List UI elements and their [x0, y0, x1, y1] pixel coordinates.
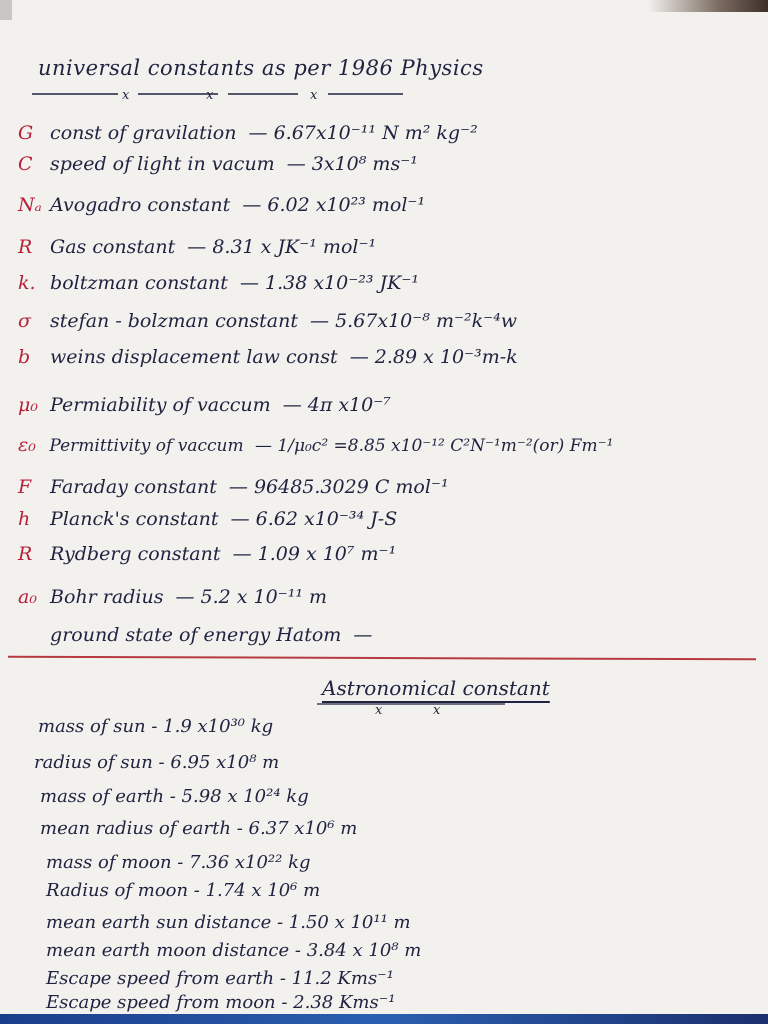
constant-name: speed of light in vacum	[50, 153, 275, 175]
constant-value: — 96485.3029 C mol⁻¹	[228, 476, 449, 498]
constant-name: Avogadro constant	[50, 194, 231, 216]
constant-value: — 6.62 x10⁻³⁴ J-S	[230, 508, 398, 530]
constant-row	[18, 122, 478, 144]
constant-row	[18, 394, 391, 416]
title-underline-decoration	[28, 84, 408, 104]
constant-symbol: G	[18, 122, 34, 144]
constant-symbol: F	[18, 476, 32, 498]
constant-symbol: Nₐ	[18, 194, 42, 216]
page-title: universal constants as per 1986 Physics	[38, 56, 484, 80]
constant-symbol: ε₀	[18, 434, 36, 456]
section-title-decoration	[315, 698, 515, 718]
constant-row	[18, 624, 372, 646]
constant-row	[18, 346, 518, 368]
constant-value: — 3x10⁸ ms⁻¹	[286, 153, 418, 175]
constant-row	[18, 153, 418, 175]
constant-name: weins displacement law const	[50, 346, 338, 368]
photo-edge-left	[0, 0, 12, 20]
constant-value: — 2.89 x 10⁻³m-k	[349, 346, 518, 368]
constant-symbol: σ	[18, 310, 31, 332]
astronomical-section-title: Astronomical constant	[322, 676, 550, 700]
constant-value: — 4π x10⁻⁷	[282, 394, 391, 416]
constant-symbol: C	[18, 153, 33, 175]
constant-row	[18, 543, 396, 565]
constant-value: —	[353, 624, 373, 646]
constant-name: ground state of energy Hatom	[50, 624, 342, 646]
section-divider	[8, 656, 756, 661]
constant-row	[18, 194, 425, 216]
astronomical-item: mean earth sun distance - 1.50 x 10¹¹ m	[46, 912, 411, 933]
astronomical-item: Escape speed from earth - 11.2 Kms⁻¹	[46, 968, 394, 989]
constant-value: — 6.02 x10²³ mol⁻¹	[242, 194, 426, 216]
constant-row	[18, 586, 327, 608]
constant-symbol: k.	[18, 272, 36, 294]
astronomical-item: Escape speed from moon - 2.38 Kms⁻¹	[46, 992, 396, 1013]
constant-value: — 5.67x10⁻⁸ m⁻²k⁻⁴w	[310, 310, 518, 332]
astronomical-item: mass of sun - 1.9 x10³⁰ kg	[38, 716, 274, 737]
constant-value: — 1/μ₀c² =8.85 x10⁻¹² C²N⁻¹m⁻²(or) Fm⁻¹	[255, 436, 614, 456]
constant-row	[18, 310, 517, 332]
constant-symbol: R	[18, 236, 33, 258]
mark-1: x	[122, 88, 130, 103]
astronomical-item: mean earth moon distance - 3.84 x 10⁸ m	[46, 940, 422, 961]
constant-symbol: b	[18, 346, 31, 368]
svg-text:x: x	[433, 703, 441, 718]
constant-row	[18, 236, 376, 258]
constant-name: Rydberg constant	[50, 543, 221, 565]
constant-name: Planck's constant	[50, 508, 219, 530]
astronomical-item: mass of moon - 7.36 x10²² kg	[46, 852, 311, 873]
constant-name: Bohr radius	[50, 586, 164, 608]
mark-3: x	[310, 88, 318, 103]
svg-text:x: x	[375, 703, 383, 718]
constant-name: boltzman constant	[50, 272, 228, 294]
constant-value: — 1.09 x 10⁷ m⁻¹	[232, 543, 397, 565]
constant-symbol: R	[18, 543, 33, 565]
constant-row	[18, 508, 397, 530]
constant-symbol: μ₀	[18, 394, 38, 416]
mark-2: x	[206, 88, 214, 103]
constant-symbol: a₀	[18, 586, 37, 608]
constant-name: stefan - bolzman constant	[50, 310, 298, 332]
constant-value: — 8.31 x JK⁻¹ mol⁻¹	[187, 236, 377, 258]
constant-name: const of gravilation	[50, 122, 237, 144]
constant-name: Permittivity of vaccum	[49, 436, 244, 456]
astronomical-item: Radius of moon - 1.74 x 10⁶ m	[46, 880, 321, 901]
constant-name: Faraday constant	[50, 476, 217, 498]
constant-row	[18, 272, 419, 294]
constant-value: — 1.38 x10⁻²³ JK⁻¹	[239, 272, 419, 294]
constant-row	[18, 476, 449, 498]
constant-row	[18, 434, 613, 456]
constant-symbol: h	[18, 508, 31, 530]
constant-name: Gas constant	[50, 236, 176, 258]
constant-value: — 5.2 x 10⁻¹¹ m	[175, 586, 328, 608]
photo-edge-right	[648, 0, 768, 12]
photo-edge-bottom	[0, 1014, 768, 1024]
astronomical-item: mass of earth - 5.98 x 10²⁴ kg	[40, 786, 309, 807]
astronomical-item: radius of sun - 6.95 x10⁸ m	[34, 752, 280, 773]
constant-name: Permiability of vaccum	[50, 394, 271, 416]
astronomical-item: mean radius of earth - 6.37 x10⁶ m	[40, 818, 358, 839]
constant-value: — 6.67x10⁻¹¹ N m² kg⁻²	[248, 122, 478, 144]
